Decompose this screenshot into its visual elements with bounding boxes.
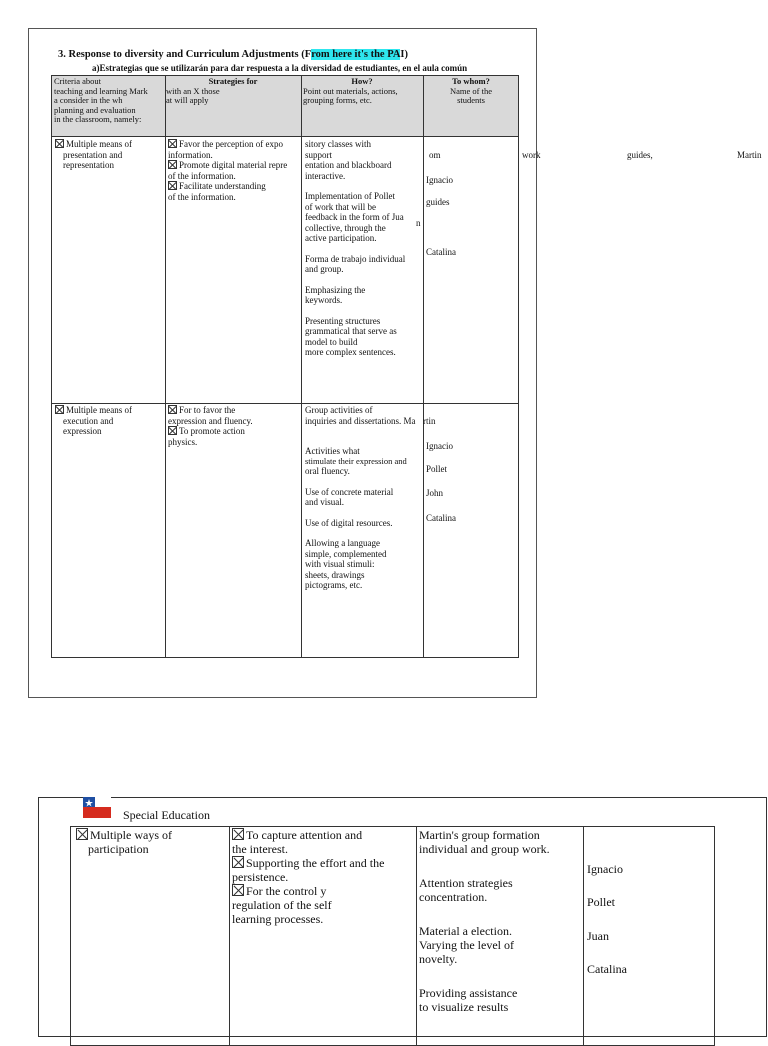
participation-table: [70, 826, 715, 1046]
p2-whom-ignacio: Ignacio: [587, 862, 623, 876]
p2-criteria: Multiple ways of participation: [76, 828, 172, 856]
section-subtitle: a)Estrategias que se utilizarán para dar respuesta a la diversidad de estudiantes, en el aula común: [92, 63, 468, 73]
row1-whom-catalina: Catalina: [426, 247, 456, 257]
row2-whom-pollet: Pollet: [426, 464, 448, 474]
checked-box-icon: [55, 139, 64, 148]
p2-strategies: To capture attention and the interest. Supporting the effort and the persistence. For the control y regulation of the self learning processes.: [232, 828, 385, 926]
row2-criteria: Multiple means of execution and expression: [55, 405, 132, 437]
row1-strategies: Favor the perception of expo information. Promote digital material repre of the information. Facilitate understanding of the information.: [168, 139, 288, 202]
overflow-text-from: om: [429, 150, 441, 160]
overflow-text-work: work: [522, 150, 541, 160]
row2-strategies: For to favor the expression and fluency. To promote action physics.: [168, 405, 253, 447]
checked-box-icon: [168, 426, 177, 435]
checked-box-icon: [168, 139, 177, 148]
checked-box-icon: [55, 405, 64, 414]
row1-overflow-guides: guides: [426, 197, 450, 207]
header-strategies: Strategies for with an X those at will apply: [166, 76, 258, 105]
p2-whom-juan: Juan: [587, 929, 609, 943]
header-special-education: Special Education: [123, 808, 210, 822]
row2-whom-martin-tail: rtin: [423, 416, 436, 426]
checked-box-icon: [168, 160, 177, 169]
checked-box-icon: [168, 181, 177, 190]
row2-whom-john: John: [426, 488, 444, 498]
header-whom: To whom? Name of the students: [449, 76, 492, 105]
checked-box-icon: [232, 856, 244, 868]
p2-how: Martin's group formation individual and group work. Attention strategies concentration. Material a election. Varying the level of novelty. Providing assistance to visualize results: [419, 828, 550, 1014]
checked-box-icon: [168, 405, 177, 414]
row1-overflow-n: n: [416, 218, 421, 228]
p2-whom-pollet: Pollet: [587, 895, 616, 909]
row2-whom-catalina: Catalina: [426, 513, 456, 523]
overflow-text-martin: Martin: [737, 150, 762, 160]
row1-whom-ignacio: Ignacio: [426, 175, 453, 185]
p2-whom-catalina: Catalina: [587, 962, 627, 976]
row2-whom-ignacio: Ignacio: [426, 441, 453, 451]
header-how: How? Point out materials, actions, grouping forms, etc.: [303, 76, 398, 105]
chile-flag-logo-icon: [83, 797, 111, 818]
checked-box-icon: [76, 828, 88, 840]
row1-how: sitory classes with support entation and blackboard interactive. Implementation of Pollet of work that will be feedback in the form of Jua collective, through the active participation. Forma de trabajo individual and group. Emphasizing the keywords. Presenting structures grammatical that serve as model to build more complex sentences.: [305, 139, 406, 357]
checked-box-icon: [232, 884, 244, 896]
row1-criteria: Multiple means of presentation and representation: [55, 139, 132, 171]
checked-box-icon: [232, 828, 244, 840]
overflow-text-guides: guides,: [627, 150, 653, 160]
header-criteria: Criteria about teaching and learning Mark a consider in the wh planning and evaluation in the classroom, namely:: [54, 76, 148, 124]
row2-how: Group activities of inquiries and dissertations. Ma Activities what stimulate their expression and oral fluency. Use of concrete material and visual. Use of digital resources. Allowing a language simple, complemented with visual stimuli: sheets, drawings pictograms, etc.: [305, 405, 416, 590]
section-title: 3. Response to diversity and Curriculum Adjustments (From here it's the PAI): [58, 49, 409, 60]
